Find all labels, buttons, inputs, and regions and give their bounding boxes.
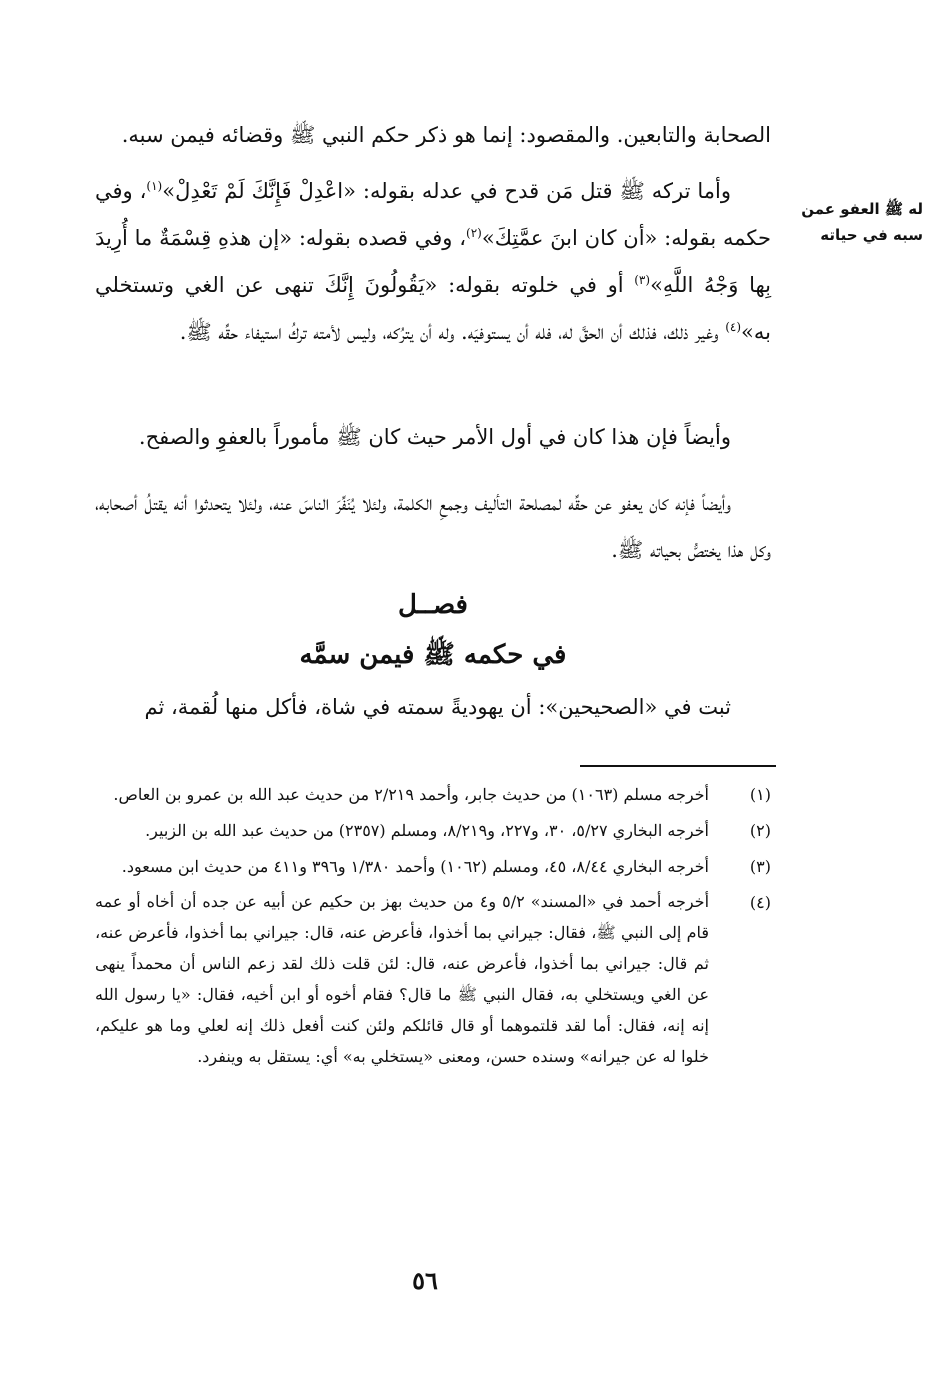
footnote-ref-3[interactable]: (٣) (634, 273, 651, 287)
footnote-ref-4[interactable]: (٤) (725, 320, 742, 334)
paragraph-2-part-c: ، وفي قصده بقوله: «إن هذهِ قِسْمَةٌ ما أُرِيدَ بِها وَجْهُ اللَّهِ» (95, 226, 772, 297)
footnote-ref-1[interactable]: (١) (146, 179, 163, 193)
section-title: فصــل (398, 590, 468, 620)
paragraph-2-part-b: ، وفي حكمه بقوله: «أن كان ابنَ عمَّتِكَ» (95, 179, 771, 250)
paragraph-2-part-d: أو في خلوته بقوله: «يَقُولُونَ إِنَّكَ تنهى عن الغي وتستخلي به» (95, 273, 771, 344)
margin-note: له ﷺ العفو عمن سبه في حياته (801, 200, 923, 244)
paragraph-4: وأيضاً فإنه كان يعفو عن حقِّه لمصلحة التأليف وجمعِ الكلمة، ولئلا يُنَفِّرَ الناسَ عنه، ولئلا يتحدثوا أنه يقتلُ أصحابه، وكل هذا يختصُّ بحياته ﷺ. (95, 491, 771, 562)
footnote-text: أخرجه البخاري ٨/٤٤، ٤٥، ومسلم (١٠٦٢) وأحمد ١/٣٨٠ و٣٩٦ و٤١١ من حديث ابن مسعود. (121, 857, 709, 876)
paragraph-2-part-a: وأما تركه ﷺ قتل مَن قدح في عدله بقوله: «اعْدِلْ فَإِنَّكَ لَمْ تَعْدِلْ» (162, 179, 732, 203)
footnote-item (95, 886, 771, 1072)
footnote-text: أخرجه البخاري ٥/٢٧، ٣٠، و٢٢٧، و٨/٢١٩، ومسلم (٢٣٥٧) من حديث عبد الله بن الزبير. (145, 821, 709, 840)
footnote-number: (٢) (749, 821, 771, 840)
footnote-divider (580, 765, 776, 767)
footnote-number: (١) (749, 785, 771, 804)
footnote-ref-2[interactable]: (٢) (466, 226, 482, 240)
paragraph-2 (95, 168, 771, 356)
footnote-text: أخرجه أحمد في «المسند» ٥/٢ و٤ من حديث بهز بن حكيم عن أبيه عن جده أن أخاه أو عمه قام إلى النبي ﷺ، فقال: جيراني بما أخذوا، فأعرض عنه، قال: جيراني بما أخذوا، فأعرض عنه، ثم قال: جيراني بما أخذوا، فأعرض عنه، قال: لئن قلت ذلك لقد زعم الناس أن محمداً ينهى عن الغي ويستخلي به، فقال النبي ﷺ ما قال؟ فقام أخوه أو ابن أخيه، فقال: «يا رسول الله إنه إنه، فقال: أما لقد قلتموهما أو قال قائلكم ولئن كنت أفعل ذلك إنه لعلي وما هو عليكم، خلوا له عن جيرانه» وسنده حسن، ومعنى «يستخلي به» أي: يستقل به وينفرد. (95, 892, 710, 1066)
footnotes (95, 778, 771, 1074)
paragraph-5: ثبت في «الصحيحين»: أن يهوديةً سمته في شاة، فأكل منها لُقمة، ثم (144, 695, 731, 719)
footnote-number: (٣) (749, 857, 771, 876)
footnote-text: أخرجه مسلم (١٠٦٣) من حديث جابر، وأحمد ٢/٢١٩ من حديث عبد الله بن عمرو بن العاص. (113, 785, 709, 804)
footnote-item (95, 814, 771, 848)
paragraph-2-part-e: وغير ذلك، فذلك أن الحقَّ له، فله أن يستوفيَه. وله أن يترُكه، وليس لأمته تركُ استيفاء حقِّه ﷺ. (179, 320, 726, 344)
footnote-number: (٤) (749, 893, 771, 912)
page-number: ٥٦ (412, 1266, 438, 1295)
footnote-item (95, 778, 771, 812)
paragraph-3: وأيضاً فإن هذا كان في أول الأمر حيث كان ﷺ مأموراً بالعفوِ والصفح. (138, 425, 731, 449)
section-subtitle: في حكمه ﷺ فيمن سمَّه (299, 640, 567, 670)
footnote-item (95, 850, 771, 884)
paragraph-1: الصحابة والتابعين. والمقصود: إنما هو ذكر حكم النبي ﷺ وقضائه فيمن سبه. (121, 123, 771, 147)
